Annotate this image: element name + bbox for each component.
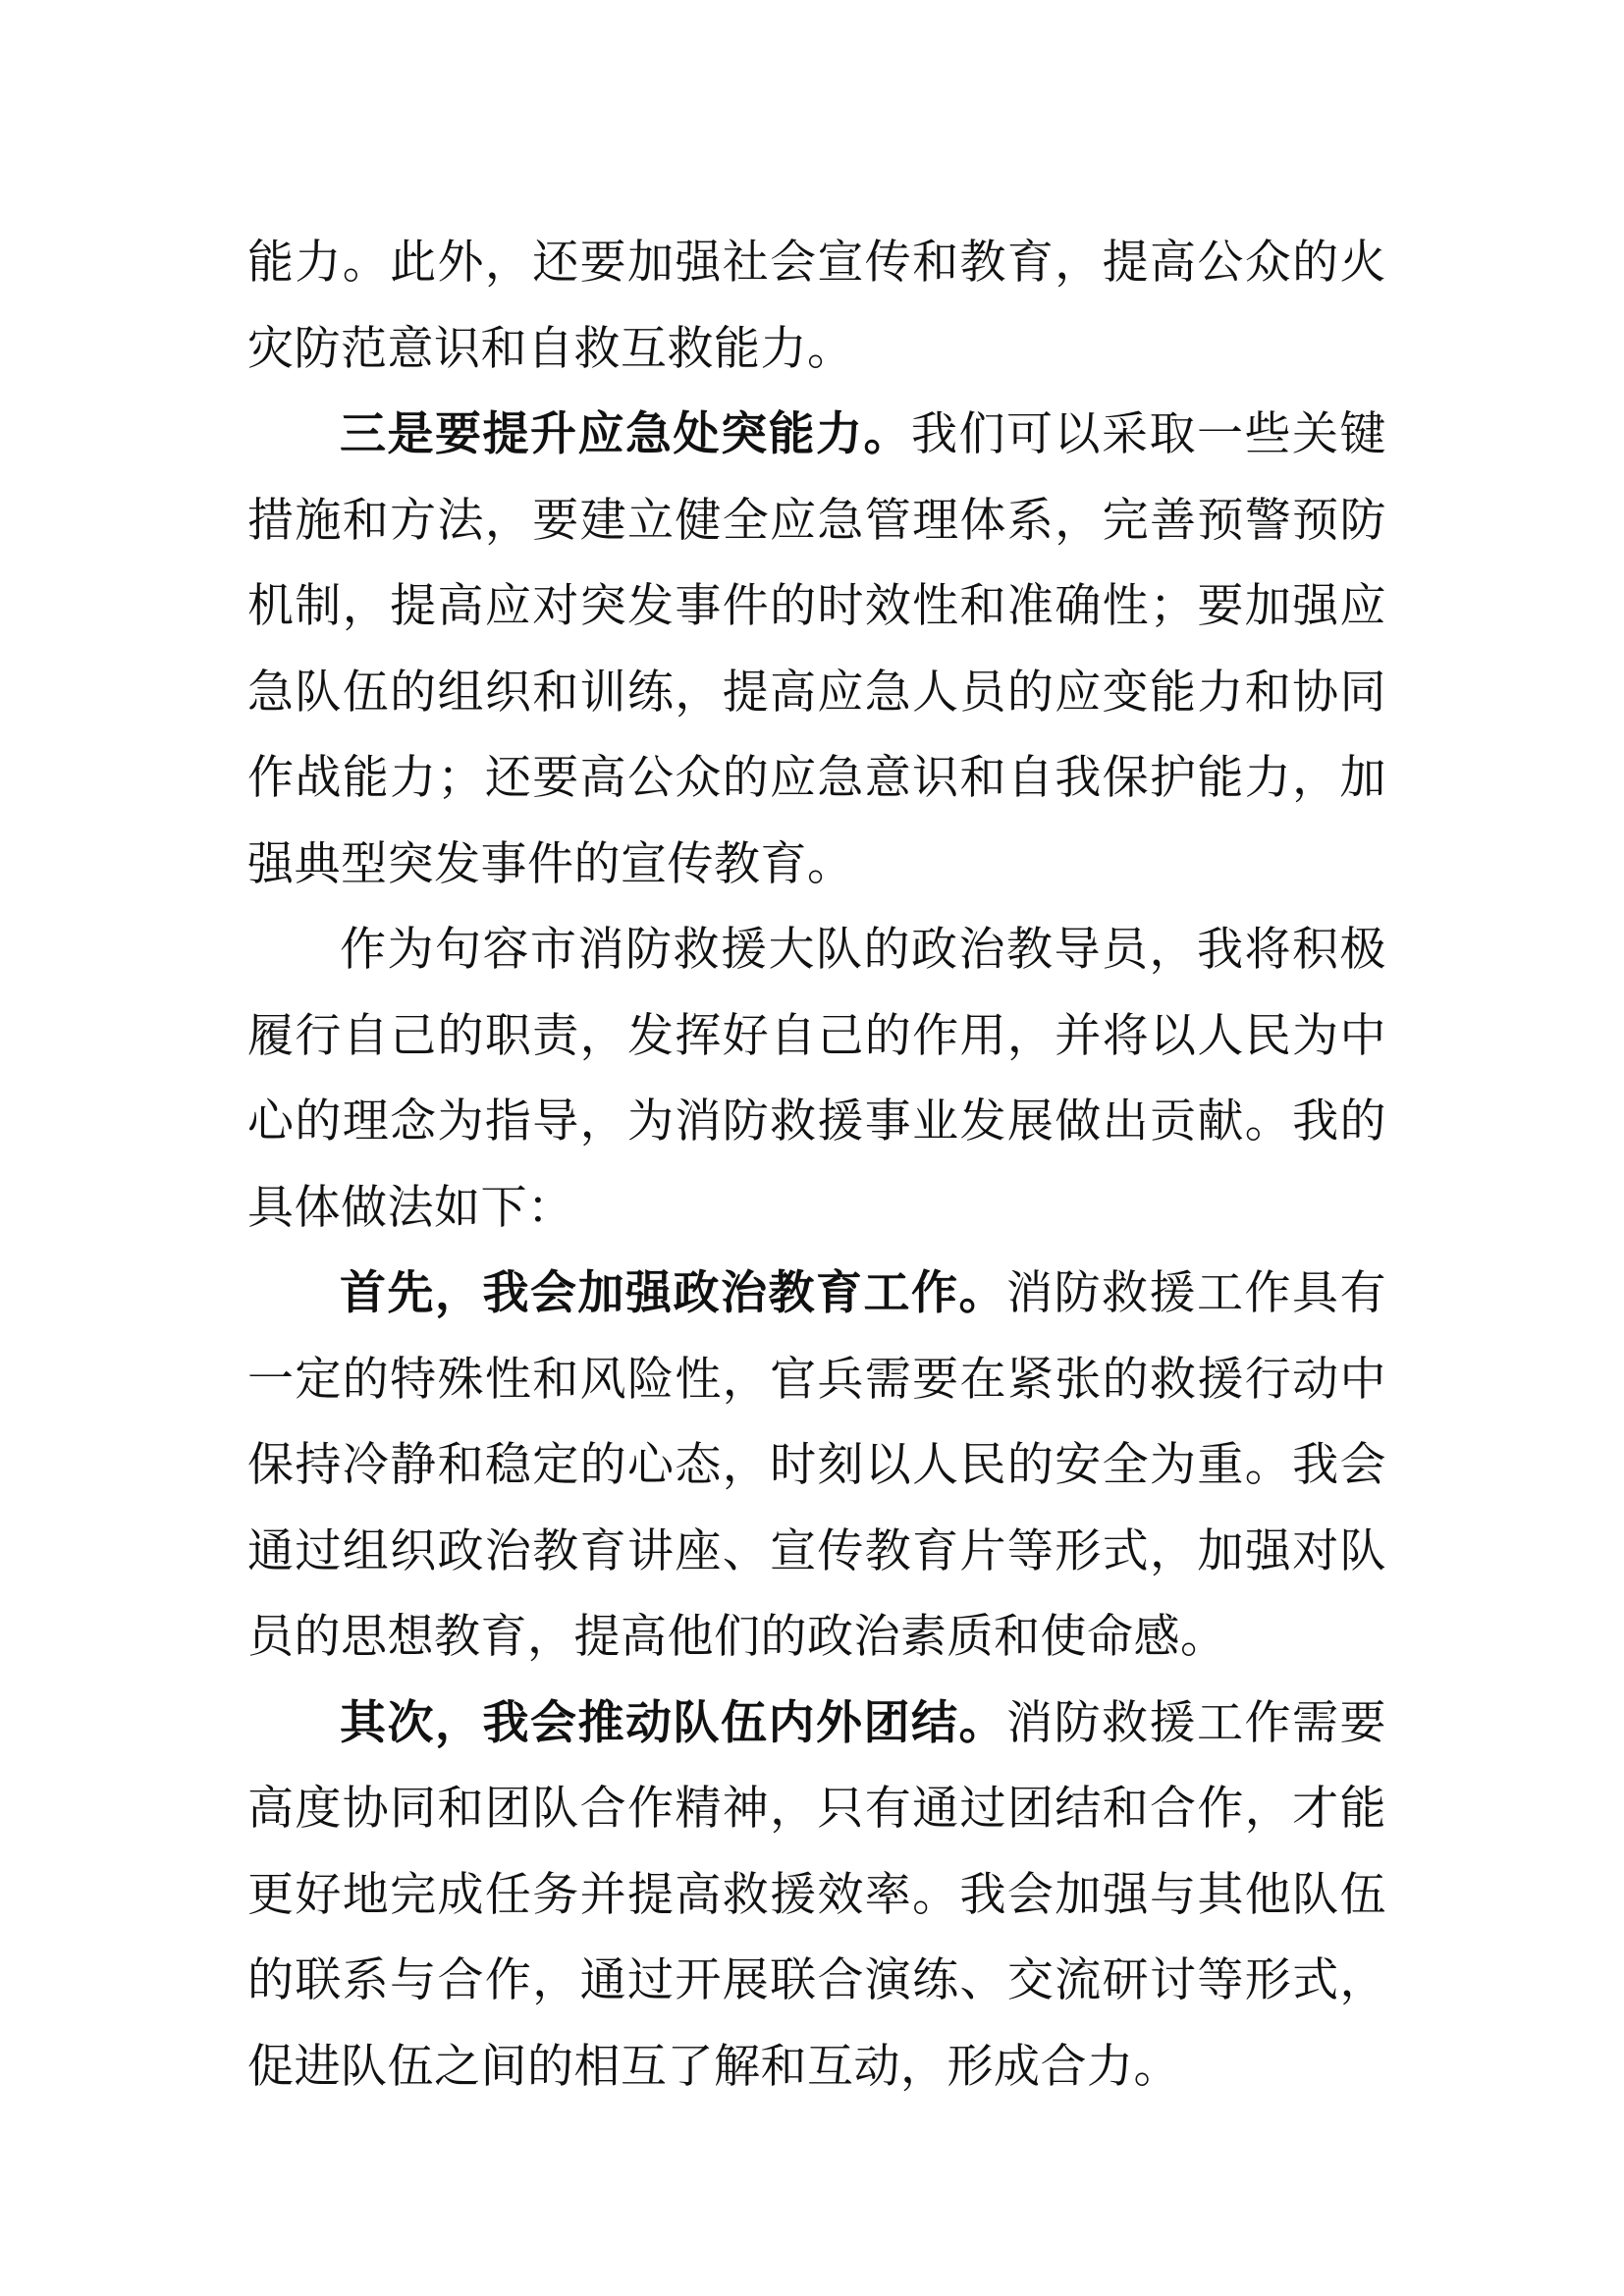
paragraph-5: [247, 1681, 1386, 2110]
paragraph-text: 作为句容市消防救援大队的政治教导员，我将积极履行自己的职责，发挥好自己的作用，并将以人民为中心的理念为指导，为消防救援事业发展做出贡献。我的具体做法如下：: [247, 923, 1386, 1235]
paragraph-2: [247, 392, 1386, 907]
paragraph-1: [247, 220, 1386, 392]
paragraph-4: [247, 1251, 1386, 1681]
document-page: [247, 220, 1386, 2109]
paragraph-3: [247, 907, 1386, 1251]
paragraph-text: 能力。此外，还要加强社会宣传和教育，提高公众的火灾防范意识和自救互救能力。: [247, 236, 1386, 376]
paragraph-lead-bold: 首先，我会加强政治教育工作。: [340, 1266, 1006, 1320]
paragraph-text: 消防救援工作需要高度协同和团队合作精神，只有通过团结和合作，才能更好地完成任务并提高救援效率。我会加强与其他队伍的联系与合作，通过开展联合演练、交流研讨等形式，促进队伍之间的相互了解和互动，形成合力。: [247, 1695, 1386, 2094]
paragraph-text: 我们可以采取一些关键措施和方法，要建立健全应急管理体系，完善预警预防机制，提高应对突发事件的时效性和准确性；要加强应急队伍的组织和训练，提高应急人员的应变能力和协同作战能力；还要高公众的应急意识和自我保护能力，加强典型突发事件的宣传教育。: [247, 407, 1386, 891]
paragraph-text: 消防救援工作具有一定的特殊性和风险性，官兵需要在紧张的救援行动中保持冷静和稳定的心态，时刻以人民的安全为重。我会通过组织政治教育讲座、宣传教育片等形式，加强对队员的思想教育，提高他们的政治素质和使命感。: [247, 1266, 1386, 1664]
paragraph-lead-bold: 其次，我会推动队伍内外团结。: [340, 1695, 1006, 1750]
paragraph-lead-bold: 三是要提升应急处突能力。: [340, 407, 911, 461]
